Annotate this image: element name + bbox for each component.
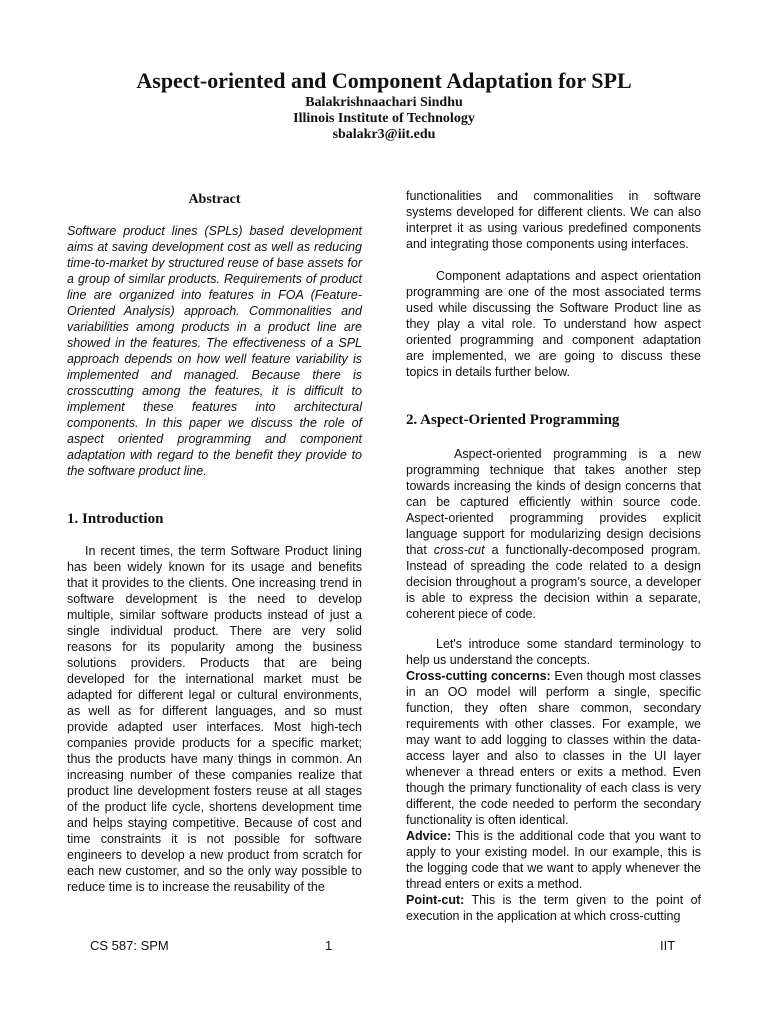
component-adaptation-paragraph <box>406 268 701 380</box>
cross-cutting-definition <box>406 668 701 828</box>
cross-cutting-text: Even though most classes in an OO model will perform a single, specific function, they often share common, secondary requirements with other classes. For example, we may want to add logging to classes within the data-access layer and also to classes in the UI layer whenever a thread enters or exits a method. Even though the primary functionality of each class is very different, the code needed to perform the secondary functionality is often identical. <box>406 669 701 827</box>
abstract-heading: Abstract <box>188 192 241 207</box>
author-email: sbalakr3@iit.edu <box>332 127 436 142</box>
aop-intro-paragraph <box>406 446 701 622</box>
pointcut-text: This is the term given to the point of execution in the application at which cross-cutting <box>406 893 701 923</box>
introduction-paragraph: In recent times, the term Software Product lining has been widely known for its usage and benefits that it provides to the clients. One increasing trend in software development is the need to develop multiple, similar software products instead of just a single individual product. There are very solid reasons for its popularity among the business solutions providers. Products that are being developed for the international market must be adapted for different legal or cultural environments, as well as for different languages, and so must provide adapted user interfaces. Most high-tech companies provide products for a specific market; thus the products have many things in common. An increasing number of these companies realize that product line development fosters reuse at all stages of the product life cycle, shortens development time and helps staying competitive. Because of cost and time constraints it is not possible for software engineers to develop a new product from scratch for each new customer, and so the only way possible to reduce time is to increase the reusability of the <box>67 544 362 894</box>
aop-intro-before: Aspect-oriented programming is a new programming technique that takes another step towards increasing the kinds of design concerns that can be captured efficiently within source code. Aspect-oriented programming provides explicit language support for modularizing design decisions that <box>406 447 701 557</box>
terminology-intro: Let's introduce some standard terminology to help us understand the concepts. <box>406 637 701 667</box>
pointcut-definition <box>406 892 701 924</box>
introduction-body <box>67 543 362 895</box>
terminology-section <box>406 636 701 924</box>
footer-institution: IIT <box>660 938 676 953</box>
footer-page-number: 1 <box>325 938 333 953</box>
advice-definition <box>406 828 701 892</box>
author-name: Balakrishnaachari Sindhu <box>305 95 463 110</box>
advice-term: Advice: <box>406 829 452 843</box>
aop-heading: 2. Aspect-Oriented Programming <box>406 412 620 428</box>
continued-text: functionalities and commonalities in software systems developed for different clients. We can also interpret it as using various predefined components and integrating those components using interfaces. <box>406 189 701 251</box>
aop-intro-after: a functionally-decomposed program. Instead of spreading the code related to a design decision throughout a program’s source, a developer is able to express the decision within a separate, coherent piece of code. <box>406 543 701 621</box>
pointcut-term: Point-cut: <box>406 893 465 907</box>
advice-text: This is the additional code that you want to apply to your existing model. In our example, this is the logging code that we want to apply whenever the thread enters or exits a method. <box>406 829 701 891</box>
cross-cut-term: cross-cut <box>433 543 485 557</box>
aop-intro-text <box>406 446 701 622</box>
introduction-heading: 1. Introduction <box>67 511 164 527</box>
footer-course: CS 587: SPM <box>90 938 169 953</box>
component-adaptation-text: Component adaptations and aspect orientation programming are one of the most associated terms used while discussing the Software Product line as they play a vital role. To understand how aspect oriented programming and component adaptation are implemented, we are going to discuss these topics in details further below. <box>406 269 701 379</box>
paper-title: Aspect-oriented and Component Adaptation for SPL <box>136 68 632 93</box>
author-affiliation: Illinois Institute of Technology <box>293 111 475 126</box>
abstract-text: Software product lines (SPLs) based development aims at saving development cost as well as reducing time-to-market by structured reuse of base assets for a group of similar products. Requirements of product line are organized into features in FOA (Feature- Oriented Analysis) approach. Commonalities and variabilities among products in a product line are showed in the features. The effectiveness of a SPL approach depends on how well feature variability is implemented and managed. Because there is crosscutting among the features, it is difficult to implement these features into architectural components. In this paper we discuss the role of aspect oriented programming and component adaptation with regard to the benefit they provide to the software product line. <box>67 224 362 478</box>
continued-paragraph <box>406 188 701 252</box>
cross-cutting-term: Cross-cutting concerns: <box>406 669 551 683</box>
